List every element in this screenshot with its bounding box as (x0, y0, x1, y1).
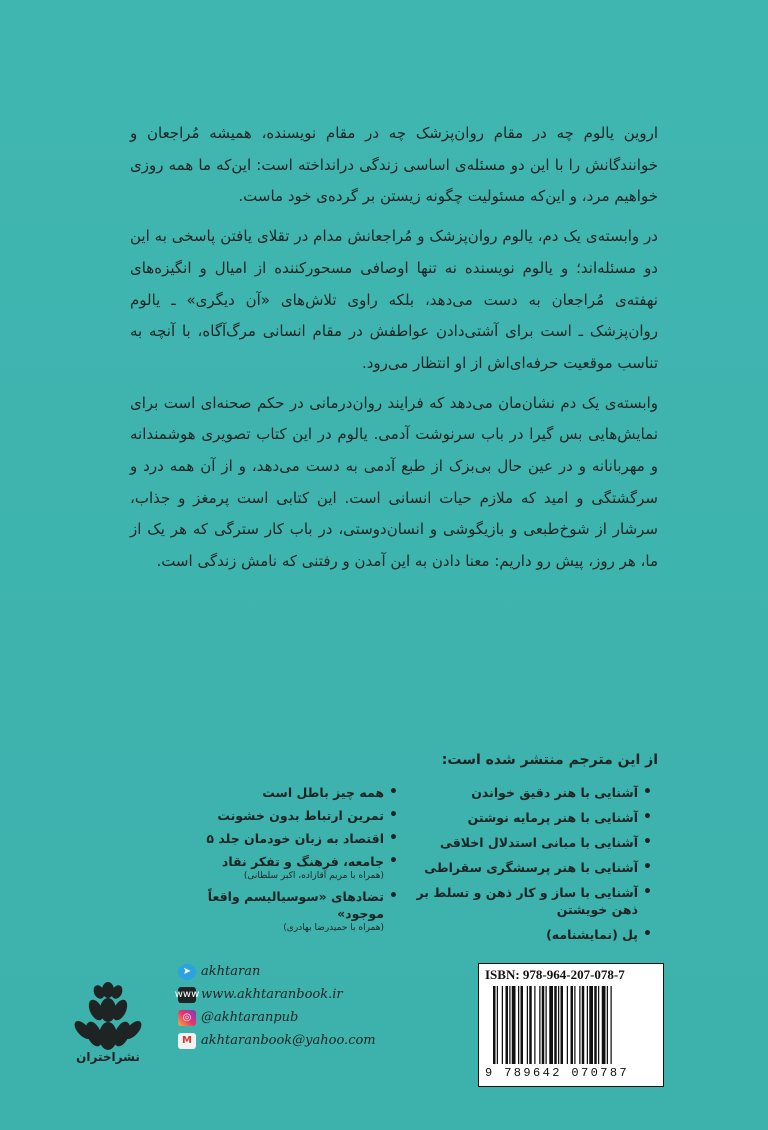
barcode-stripe (574, 986, 575, 1064)
telegram-icon: ➤ (178, 964, 196, 980)
web-icon: www (178, 987, 196, 1003)
list-item: • آشنایی با هنر پرمایه نوشتن (416, 809, 652, 826)
barcode-stripe (549, 986, 553, 1064)
list-item (160, 784, 398, 801)
paragraph-2: در وابسته‌ی یک دم، یالوم روان‌پزشک و مُراجعانش مدام در تقلای یافتن پاسخی به این دو مسئله‌اند؛ و یالوم نویسنده نه تنها اوصافی مسحورکننده از امیال و انگیزه‌های نهفته‌ی مُراجعان به دست می‌دهد، بلکه راوی تلاش‌های «آن دیگری» ـ یالوم روان‌پزشک ـ است برای آشتی‌دادن عواطفش در مقام انسانی مرگ‌آگاه، با آنچه به تناسب موقعیت حرفه‌ای‌اش از او انتظار می‌رود. (130, 227, 658, 372)
telegram-row[interactable] (178, 960, 398, 983)
book-title: تضادهای «سوسیالیسم واقعاً موجود» (207, 889, 384, 921)
mail-icon: M (178, 1033, 196, 1049)
telegram-handle: akhtaran (201, 964, 261, 979)
contact-block (174, 960, 398, 1052)
book-note: (همراه با حمیدرضا بهادری) (283, 923, 384, 933)
list-item (160, 888, 398, 934)
barcode-stripe (607, 986, 608, 1064)
barcode-stripe (512, 986, 516, 1064)
paragraph-3: وابسته‌ی یک دم نشان‌مان می‌دهد که فرایند روان‌درمانی در حکم صحنه‌ای است برای نمایش‌هایی بس گیرا در باب سرنوشت آدمی. یالوم در این کتاب تصویری هوشمندانه و مهربانانه و در عین حال بی‌بزک از طبع آدمی به دست می‌دهد، و از آن همه درد و سرگشتگی و امید که ملازم حیات انسانی است. این کتابی است پرمغز و جذاب، سرشار از شوخ‌طبعی و بازیگوشی و انسان‌دوستی، در باب کار سترگی که هر یک از ما، هر روز، پیش رو داریم: معنا دادن به این آمدن و رفتنی که نامش زندگی است. (130, 393, 658, 571)
list-item (160, 853, 398, 882)
website-link: www.akhtaranbook.ir (201, 987, 343, 1002)
barcode-stripe (546, 986, 547, 1064)
barcode-stripe (534, 986, 535, 1064)
other-books-heading: از این مترجم منتشر شده است: (441, 752, 658, 768)
barcode-stripe (506, 986, 509, 1064)
barcode-stripe (521, 986, 524, 1064)
publisher-name: نشراختران (76, 1050, 140, 1064)
book-note: (همراه با مریم آقازاده، اکبر سلطانی) (243, 871, 384, 881)
list-item (160, 830, 398, 847)
list-item: • آشنایی با هنر دقیق خواندن (416, 784, 652, 801)
list-item (160, 807, 398, 824)
barcode (478, 963, 664, 1087)
barcode-stripe (594, 986, 597, 1064)
books-list-right (416, 784, 652, 951)
list-item: • آشنایی با مبانی استدلال اخلاقی (416, 834, 652, 851)
barcode-stripe (611, 986, 612, 1064)
barcode-stripe (509, 986, 510, 1064)
publisher-logo (72, 980, 144, 1060)
barcode-stripe (587, 986, 588, 1064)
barcode-stripe (567, 986, 568, 1064)
paragraph-1: اروین یالوم چه در مقام روان‌پزشک چه در مقام نویسنده، همیشه مُراجعان و خوانندگانش را با این دو مسئله‌ی اساسی زندگی درانداخته است: این‌که ما همه روزی خواهیم مرد، و این‌که مسئولیت چگونه زیستن بر گرده‌ی خود ماست. (130, 124, 658, 206)
barcode-stripe (582, 986, 585, 1064)
barcode-bars (493, 986, 651, 1066)
barcode-stripe (579, 986, 580, 1064)
barcode-stripe (554, 986, 557, 1064)
book-title: اقتصاد به زبان خودمان جلد ۵ (206, 831, 384, 846)
instagram-icon: ◎ (178, 1010, 196, 1026)
barcode-stripe (502, 986, 503, 1064)
barcode-stripe (598, 986, 599, 1064)
barcode-stripe (542, 986, 545, 1064)
barcode-stripe (497, 986, 498, 1064)
barcode-stripe (518, 986, 519, 1064)
book-title: همه چیز باطل است (262, 785, 384, 800)
barcode-stripe (493, 986, 496, 1064)
books-list-left (160, 784, 398, 940)
list-item: • پل (نمایشنامه) (416, 926, 652, 943)
description-text (130, 118, 658, 586)
instagram-row[interactable] (178, 1006, 398, 1029)
barcode-stripe (589, 986, 593, 1064)
barcode-stripe (602, 986, 606, 1064)
instagram-handle: @akhtaranpub (201, 1010, 299, 1025)
barcode-digits: 9 789642 070787 (485, 1066, 630, 1080)
list-item: • آشنایی با ساز و کار ذهن و تسلط بر ذهن خویشتن (416, 884, 652, 918)
email-row[interactable] (178, 1029, 398, 1052)
list-item: • آشنایی با هنر پرسشگری سقراطی (416, 859, 652, 876)
barcode-stripe (558, 986, 559, 1064)
book-title: جامعه، فرهنگ و تفکر نقاد (221, 854, 384, 869)
isbn-text: ISBN: 978-964-207-078-7 (485, 967, 625, 982)
barcode-stripe (539, 986, 540, 1064)
barcode-stripe (571, 986, 574, 1064)
email-address: akhtaranbook@yahoo.com (201, 1033, 376, 1048)
barcode-stripe (529, 986, 532, 1064)
website-row[interactable] (174, 983, 398, 1006)
barcode-stripe (527, 986, 528, 1064)
barcode-stripe (561, 986, 564, 1064)
book-title: تمرین ارتباط بدون خشونت (217, 808, 384, 823)
